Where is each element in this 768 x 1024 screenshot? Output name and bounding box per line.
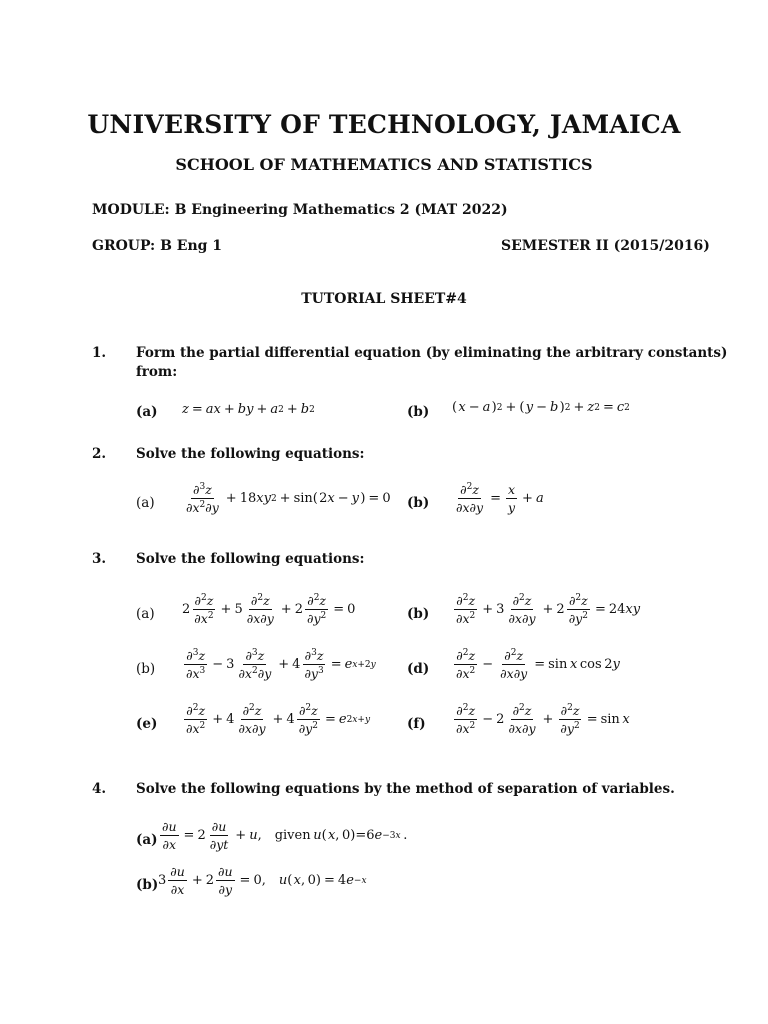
equation: 3 $\frac{\partial u}{\partial x}$ + 2 $\frac{\partial u}{\partial y}$ = 0, u ( x , 0) = 4 e −x	[158, 864, 367, 897]
module-line: MODULE: B Engineering Mathematics 2 (MAT 2022)	[92, 202, 508, 218]
page-title: UNIVERSITY OF TECHNOLOGY, JAMAICA	[87, 110, 681, 139]
question-text: from:	[136, 364, 178, 380]
equation: z = ax + by + a 2 + b 2	[182, 402, 315, 417]
question-number: 3.	[92, 551, 107, 567]
question-number: 2.	[92, 446, 107, 462]
part-label: (b)	[407, 495, 430, 511]
equation: $\frac{\partial u}{\partial x}$ = 2 $\frac{\partial u}{\partial yt}$ + u , given u ( x , 0)=6 e −3x .	[162, 819, 408, 852]
part-label: (b)	[136, 877, 159, 893]
school-name: SCHOOL OF MATHEMATICS AND STATISTICS	[175, 155, 593, 174]
group-line: GROUP: B Eng 1	[92, 238, 223, 254]
equation: $\frac{\partial^3z}{\partial x^3}$ − 3 $\frac{\partial^3z}{\partial x^2\partial y}$ + 4 $\frac{\partial^3z}{\partial y^3}$ = e x+2y	[186, 647, 376, 681]
equation: $\frac{\partial^2z}{\partial x\partial y}$ = $\frac{x}{y}$ + a	[456, 481, 544, 515]
part-label: (d)	[407, 661, 430, 677]
part-label: (b)	[407, 404, 430, 420]
equation: $\frac{\partial^2z}{\partial x^2}$ + 4 $\frac{\partial^2z}{\partial x\partial y}$ + 4 $\frac{\partial^2z}{\partial y^2}$ = e 2x+y	[186, 702, 371, 736]
equation: $\frac{\partial^2z}{\partial x^2}$ − $\frac{\partial^2z}{\partial x\partial y}$ = sin x cos 2 y	[456, 647, 620, 681]
question-number: 4.	[92, 781, 107, 797]
equation: ( x − a ) 2 + ( y − b ) 2 + z 2 = c 2	[452, 400, 630, 415]
question-text: Solve the following equations by the method of separation of variables.	[136, 781, 675, 797]
semester-line: SEMESTER II (2015/2016)	[501, 238, 710, 254]
part-label: (a)	[136, 832, 158, 848]
part-label: (a)	[136, 606, 155, 622]
sheet-title: TUTORIAL SHEET#4	[301, 291, 467, 307]
part-label: (b)	[136, 661, 156, 677]
equation: $\frac{\partial^3z}{\partial x^2\partial y}$ + 18 xy 2 + sin( 2 x − y ) = 0	[186, 481, 391, 515]
equation: $\frac{\partial^2z}{\partial x^2}$ − 2 $\frac{\partial^2z}{\partial x\partial y}$ + $\frac{\partial^2z}{\partial y^2}$ = sin x	[456, 702, 630, 736]
question-number: 1.	[92, 345, 107, 361]
part-label: (a)	[136, 404, 158, 420]
equation: 2 $\frac{\partial^2z}{\partial x^2}$ + 5 $\frac{\partial^2z}{\partial x\partial y}$ + 2 $\frac{\partial^2z}{\partial y^2}$ = 0	[182, 592, 356, 626]
part-label: (e)	[136, 716, 158, 732]
question-text: Solve the following equations:	[136, 551, 365, 567]
part-label: (b)	[407, 606, 430, 622]
equation: $\frac{\partial^2z}{\partial x^2}$ + 3 $\frac{\partial^2z}{\partial x\partial y}$ + 2 $\frac{\partial^2z}{\partial y^2}$ = 24 xy	[456, 592, 641, 626]
part-label: (a)	[136, 495, 155, 511]
question-text: Solve the following equations:	[136, 446, 365, 462]
part-label: (f)	[407, 716, 426, 732]
question-text: Form the partial differential equation (by eliminating the arbitrary constants)	[136, 345, 728, 361]
